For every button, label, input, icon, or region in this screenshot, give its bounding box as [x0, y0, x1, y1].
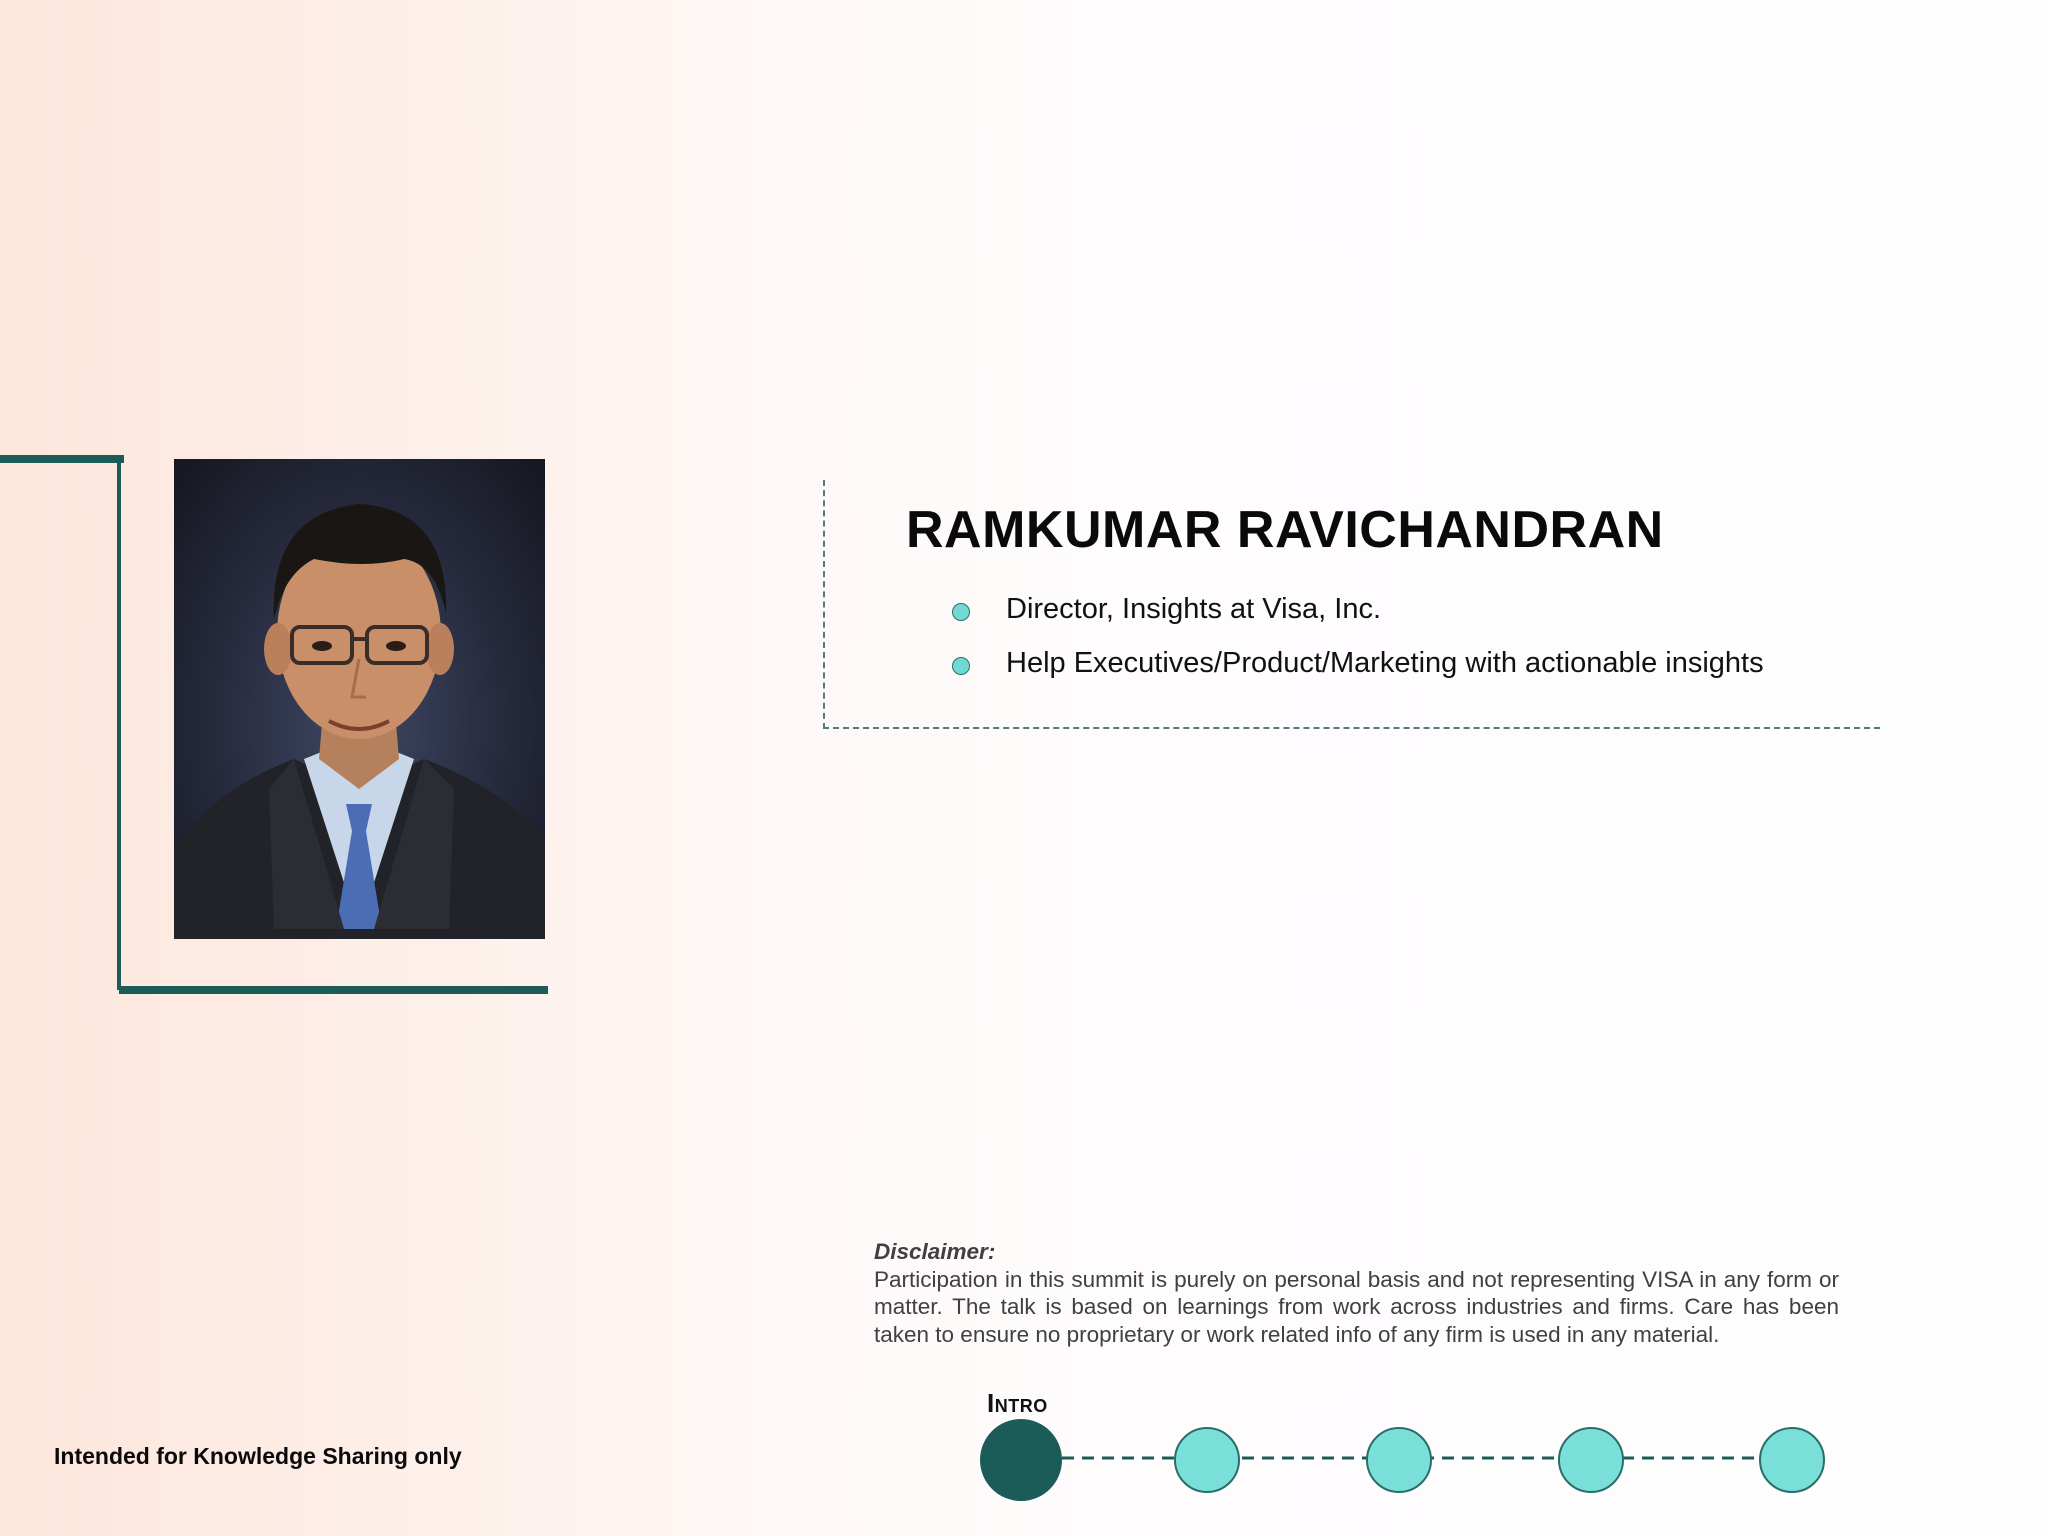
progress-step-1-active[interactable] [980, 1419, 1062, 1501]
disclaimer-heading: Disclaimer: [874, 1239, 996, 1264]
footer-note: Intended for Knowledge Sharing only [54, 1443, 462, 1469]
speaker-name: RAMKUMAR RAVICHANDRAN [906, 501, 1664, 559]
progress-step-5[interactable] [1760, 1428, 1824, 1492]
progress-current-label: Intro [987, 1388, 1048, 1418]
bullet-text: Director, Insights at Visa, Inc. [1006, 593, 1382, 625]
progress-step-4[interactable] [1559, 1428, 1623, 1492]
progress-step-2[interactable] [1175, 1428, 1239, 1492]
disclaimer-text: Participation in this summit is purely on personal basis and not representing VISA in any form or matter. The talk is based on learnings from work across industries and firms. Care has been taken to ensure no proprietary or work related info of any firm is used in any material. [874, 1266, 1839, 1347]
progress-step-3[interactable] [1367, 1428, 1431, 1492]
bullet-text: Help Executives/Product/Marketing with actionable insights [1006, 647, 1764, 679]
